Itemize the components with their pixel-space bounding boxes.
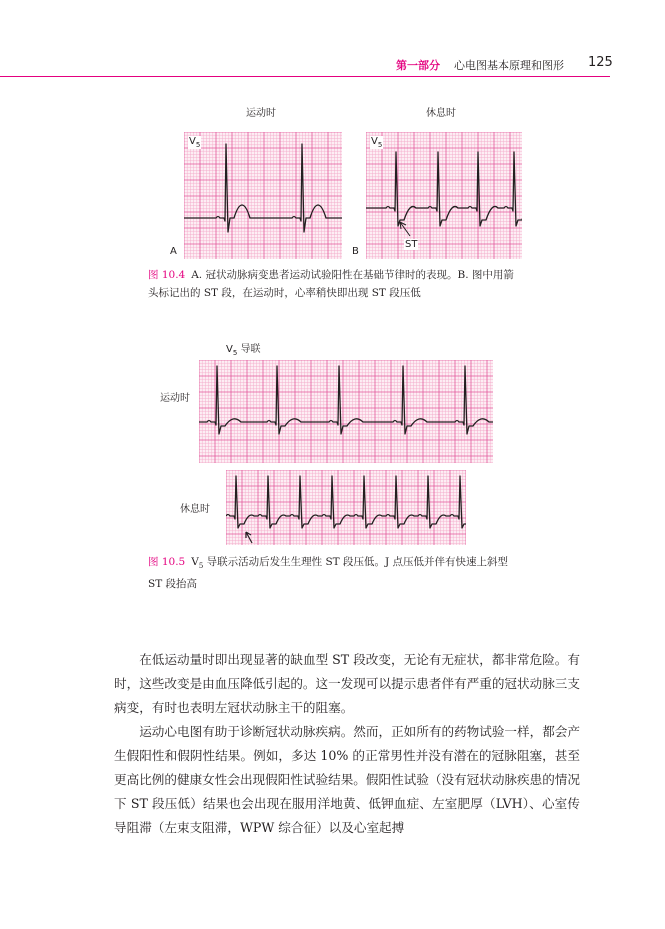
ecg-strip-exercise bbox=[199, 360, 493, 463]
fig104-lead-a: $V_5$ bbox=[189, 136, 201, 149]
body-text bbox=[114, 648, 580, 840]
fig104-caption bbox=[148, 266, 520, 302]
fig105-caption-lead: $V_5$ bbox=[191, 556, 204, 571]
ecg-strip-rest bbox=[226, 470, 466, 545]
fig104-panel-a: A bbox=[170, 246, 177, 257]
fig105-caption bbox=[148, 553, 520, 593]
fig104-label-exercise: 运动时 bbox=[246, 108, 276, 119]
fig105-ecg-rest bbox=[226, 470, 466, 545]
fig105-caption-num: 图 10.5 bbox=[148, 556, 186, 568]
fig105-label-rest: 休息时 bbox=[180, 504, 210, 515]
fig104-ecg-a bbox=[184, 132, 342, 259]
header-part: 第一部分 bbox=[396, 59, 440, 72]
fig104-st-marker: ST bbox=[405, 239, 418, 250]
fig104-ecg-b bbox=[366, 132, 522, 259]
header-title: 心电图基本原理和图形 bbox=[454, 59, 564, 72]
body-paragraph-2: 运动心电图有助于诊断冠状动脉疾病。然而，正如所有的药物试验一样，都会产生假阳性和假阴性结果。例如，多达 10% 的正常男性并没有潜在的冠脉阻塞，甚至更高比例的健康女性会出现假阳性试验结果。假阳性试验（没有冠状动脉疾患的情况下 ST 段压低）结果也会出现在服用洋地黄、低钾血症、左室肥厚（LVH）、心室传导阻滞（左束支阻滞，WPW 综合征）以及心室起搏 bbox=[114, 724, 580, 835]
page-number: 125 bbox=[588, 55, 613, 70]
fig105-lead-title: $V_5$ 导联 bbox=[226, 344, 261, 357]
header-rule bbox=[0, 76, 610, 77]
running-header bbox=[0, 57, 665, 77]
fig104-label-rest: 休息时 bbox=[426, 108, 456, 119]
fig104-caption-num: 图 10.4 bbox=[148, 269, 186, 281]
fig105-label-exercise: 运动时 bbox=[160, 393, 190, 404]
fig104-lead-b: $V_5$ bbox=[371, 136, 383, 149]
ecg-strip-b bbox=[366, 132, 522, 259]
ecg-strip-a bbox=[184, 132, 342, 259]
fig105-ecg-exercise bbox=[199, 360, 493, 463]
fig104-panel-b: B bbox=[352, 246, 359, 257]
fig105-caption-text: 导联示活动后发生生理性 ST 段压低。J 点压低并伴有快速上斜型 ST 段抬高 bbox=[148, 556, 509, 591]
body-paragraph-1: 在低运动量时即出现显著的缺血型 ST 段改变，无论有无症状，都非常危险。有时，这些改变是由血压降低引起的。这一发现可以提示患者伴有严重的冠状动脉三支病变，有时也表明左冠状动脉主干的阻塞。 bbox=[114, 652, 580, 715]
fig104-caption-text: A. 冠状动脉病变患者运动试验阳性在基础节律时的表现。B. 图中用箭头标记出的 ST 段，在运动时，心率稍快即出现 ST 段压低 bbox=[148, 269, 514, 299]
